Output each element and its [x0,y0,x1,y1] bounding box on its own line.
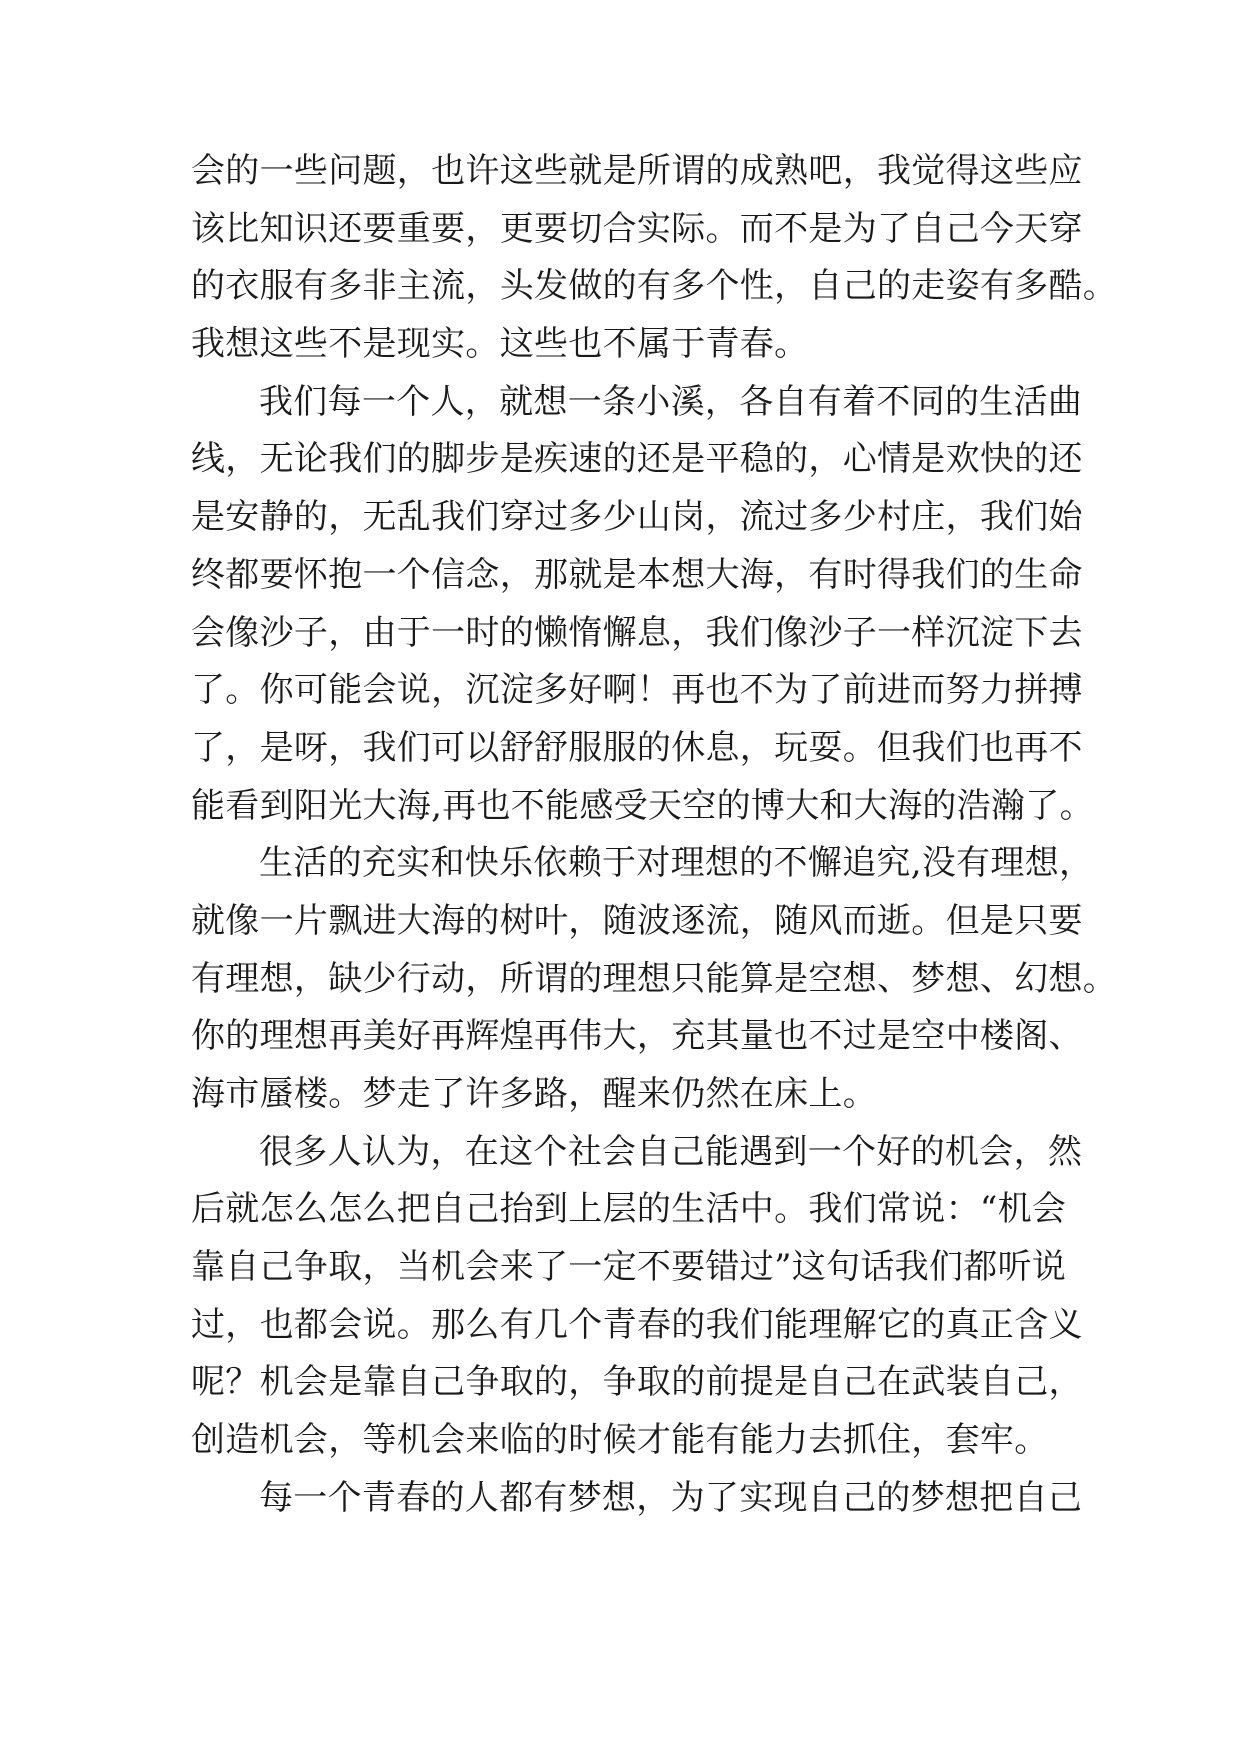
text-line: 过，也都会说。那么有几个青春的我们能理解它的真正含义 [191,1304,1083,1345]
text-line: 呢？机会是靠自己争取的，争取的前提是自己在武装自己， [191,1362,1083,1403]
document-body [191,143,1118,1528]
text-line: 有理想，缺少行动，所谓的理想只能算是空想、梦想、幻想。 [191,958,1118,999]
paragraph-first-line: 我们每一个人，就想一条小溪，各自有着不同的生活曲 [259,381,1083,422]
text-line: 就像一片飘进大海的树叶，随波逐流，随风而逝。但是只要 [191,900,1083,941]
text-line: 是安静的，无乱我们穿过多少山岗，流过多少村庄，我们始 [191,497,1083,538]
text-line: 了，是呀，我们可以舒舒服服的休息，玩耍。但我们也再不 [191,727,1083,768]
text-line: 你的理想再美好再辉煌再伟大，充其量也不过是空中楼阁、 [191,1016,1083,1057]
text-line: 会像沙子，由于一时的懒惰懈息，我们像沙子一样沉淀下去 [191,612,1083,653]
paragraph-first-line: 很多人认为，在这个社会自己能遇到一个好的机会，然 [259,1131,1083,1172]
text-line: 我想这些不是现实。这些也不属于青春。 [191,324,809,365]
text-line: 了。你可能会说，沉淀多好啊！再也不为了前进而努力拼搏 [191,670,1083,711]
text-line: 靠自己争取，当机会来了一定不要错过”这句话我们都听说 [191,1247,1067,1288]
text-line: 创造机会，等机会来临的时候才能有能力去抓住，套牢。 [191,1420,1049,1461]
text-line: 海市蜃楼。梦走了许多路，醒来仍然在床上。 [191,1074,877,1114]
text-line: 后就怎么怎么把自己抬到上层的生活中。我们常说：“机会 [191,1189,1067,1230]
text-line: 的衣服有多非主流，头发做的有多个性，自己的走姿有多酷。 [191,266,1118,307]
text-line: 线，无论我们的脚步是疾速的还是平稳的，心情是欢快的还 [191,439,1083,480]
text-line: 该比知识还要重要，更要切合实际。而不是为了自己今天穿 [191,208,1083,249]
paragraph-first-line: 生活的充实和快乐依赖于对理想的不懈追究,没有理想， [259,843,1094,884]
text-line: 终都要怀抱一个信念，那就是本想大海，有时得我们的生命 [191,554,1083,595]
text-line: 会的一些问题，也许这些就是所谓的成熟吧，我觉得这些应 [191,151,1083,191]
paragraph-first-line: 每一个青春的人都有梦想，为了实现自己的梦想把自己 [259,1477,1083,1518]
text-line: 能看到阳光大海,再也不能感受天空的博大和大海的浩瀚了。 [191,785,1094,826]
